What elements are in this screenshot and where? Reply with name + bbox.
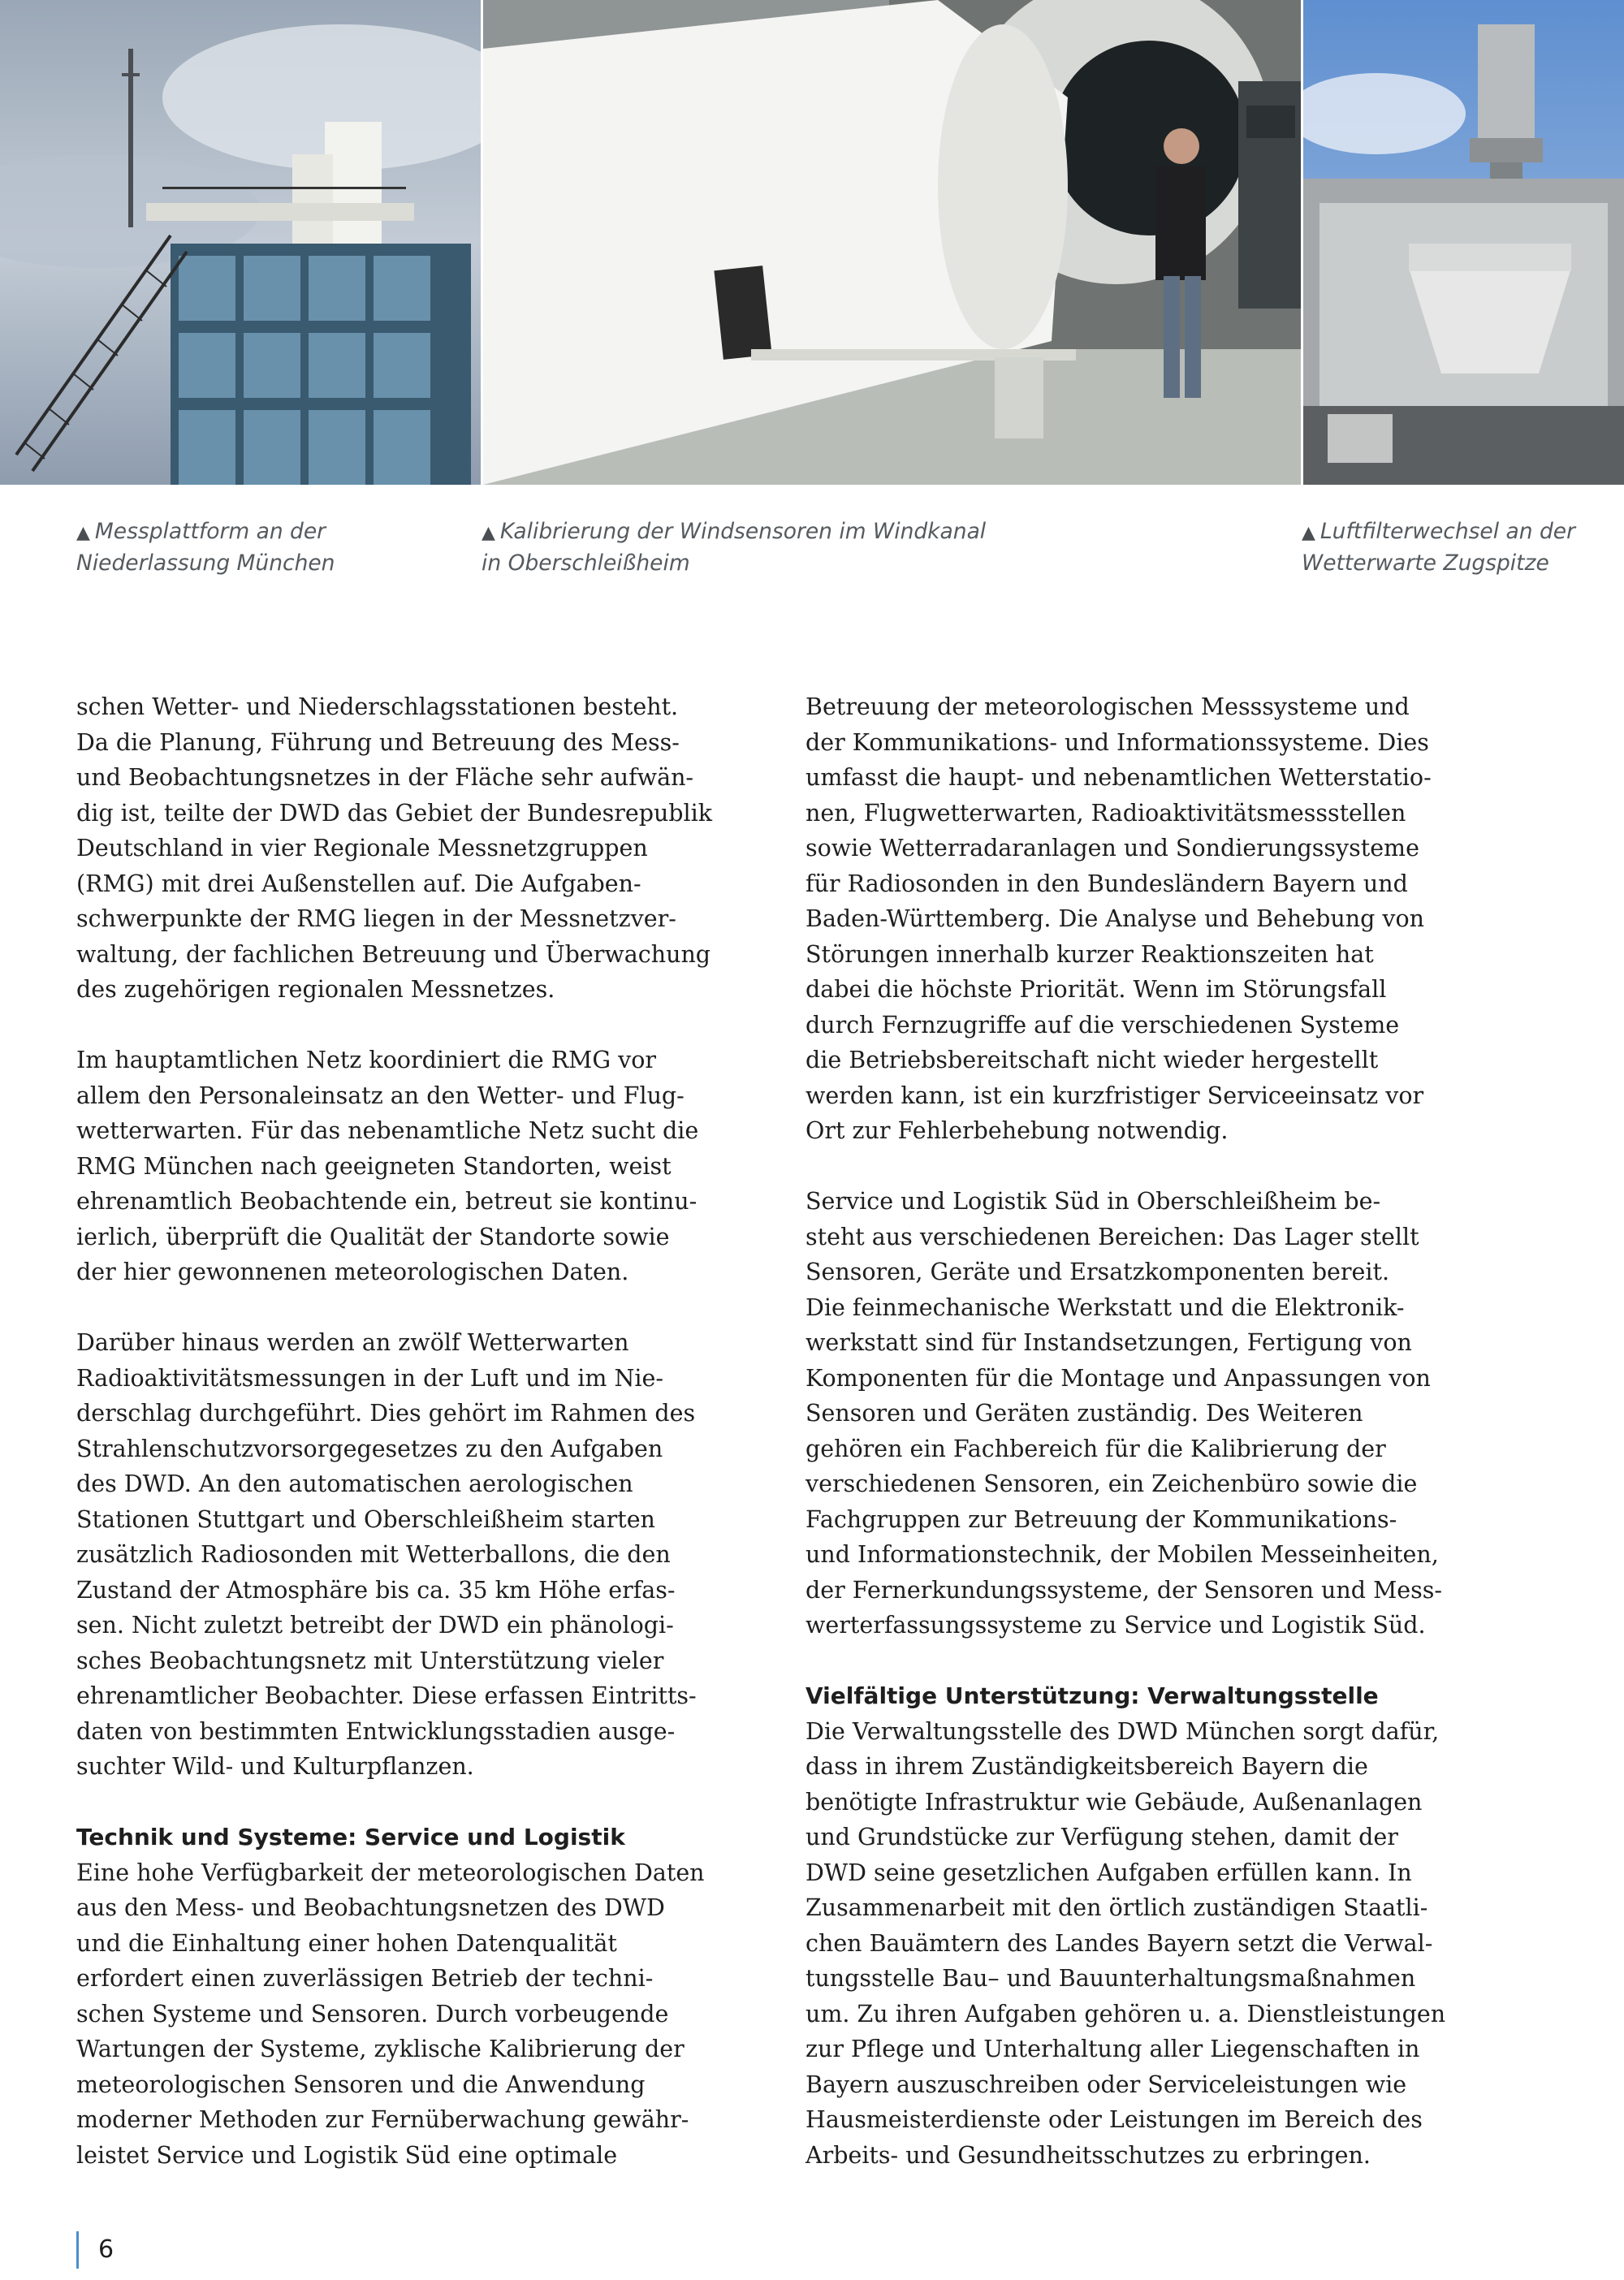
section-heading: Vielfältige Unterstützung: Verwaltungsstelle xyxy=(806,1682,1379,1709)
caption-line: Niederlassung München xyxy=(76,551,335,576)
text-line: daten von bestimmten Entwicklungsstadien ausge- xyxy=(76,1717,676,1745)
text-line: und die Einhaltung einer hohen Datenqualität xyxy=(76,1929,617,1957)
text-line: benötigte Infrastruktur wie Gebäude, Außenanlagen xyxy=(806,1788,1423,1816)
text-line: steht aus verschiedenen Bereichen: Das Lager stellt xyxy=(806,1223,1419,1250)
text-line: allem den Personaleinsatz an den Wetter- und Flug- xyxy=(76,1082,685,1109)
text-line: zusätzlich Radiosonden mit Wetterballons, die den xyxy=(76,1541,671,1568)
paragraph xyxy=(806,1184,1520,1643)
text-line: werkstatt sind für Instandsetzungen, Fertigung von xyxy=(806,1329,1412,1356)
text-line: für Radiosonden in den Bundesländern Bayern und xyxy=(806,870,1408,897)
text-line: die Betriebsbereitschaft nicht wieder hergestellt xyxy=(806,1047,1379,1073)
text-line: schwerpunkte der RMG liegen in der Messnetzver- xyxy=(76,905,676,932)
triangle-marker-icon: ▲ xyxy=(482,523,495,543)
text-line: der hier gewonnenen meteorologischen Daten. xyxy=(76,1259,629,1285)
text-line: Zusammenarbeit mit den örtlich zuständigen Staatli- xyxy=(806,1894,1428,1921)
text-line: chen Bauämtern des Landes Bayern setzt die Verwal- xyxy=(806,1929,1433,1957)
observation-tower-photo xyxy=(0,0,481,485)
text-line: Betreuung der meteorologischen Messsysteme und xyxy=(806,693,1410,720)
caption-line: Luftfilterwechsel an der xyxy=(1320,519,1575,544)
text-line: Strahlenschutzvorsorgegesetzes zu den Aufgaben xyxy=(76,1435,663,1462)
text-line: des zugehörigen regionalen Messnetzes. xyxy=(76,976,555,1003)
text-line: erfordert einen zuverlässigen Betrieb der techni- xyxy=(76,1965,654,1992)
photo-strip xyxy=(0,0,1624,485)
text-line: Fachgruppen zur Betreuung der Kommunikations- xyxy=(806,1505,1397,1533)
text-line: durch Fernzugriffe auf die verschiedenen Systeme xyxy=(806,1011,1400,1039)
text-line: Bayern auszuschreiben oder Serviceleistungen wie xyxy=(806,2071,1407,2098)
paragraph xyxy=(76,1855,791,2174)
text-line: meteorologischen Sensoren und die Anwendung xyxy=(76,2071,646,2098)
text-line: RMG München nach geeigneten Standorten, weist xyxy=(76,1152,672,1180)
text-line: Zustand der Atmosphäre bis ca. 35 km Höhe erfas- xyxy=(76,1576,676,1604)
air-filter-station-photo xyxy=(1303,0,1624,485)
right-text-column xyxy=(806,689,1520,2209)
text-line: dig ist, teilte der DWD das Gebiet der Bundesrepublik xyxy=(76,799,713,827)
triangle-marker-icon: ▲ xyxy=(1302,523,1315,543)
text-line: und Informationstechnik, der Mobilen Messeinheiten, xyxy=(806,1541,1439,1568)
paragraph xyxy=(76,1325,791,1785)
text-line: Eine hohe Verfügbarkeit der meteorologischen Daten xyxy=(76,1859,705,1886)
caption-tower xyxy=(76,516,335,578)
text-line: gehören ein Fachbereich für die Kalibrierung der xyxy=(806,1435,1386,1462)
text-line: Die Verwaltungsstelle des DWD München sorgt dafür, xyxy=(806,1717,1440,1745)
caption-line: Kalibrierung der Windsensoren im Windkanal xyxy=(499,519,987,544)
text-line: werterfassungssysteme zu Service und Logistik Süd. xyxy=(806,1612,1426,1639)
text-line: Deutschland in vier Regionale Messnetzgruppen xyxy=(76,835,648,861)
text-line: der Fernerkundungssysteme, der Sensoren und Mess- xyxy=(806,1576,1443,1604)
paragraph xyxy=(76,1043,791,1290)
text-line: Die feinmechanische Werkstatt und die Elektronik- xyxy=(806,1293,1405,1321)
paragraph xyxy=(806,689,1520,1149)
text-line: sches Beobachtungsnetz mit Unterstützung vieler xyxy=(76,1647,664,1674)
text-line: ehrenamtlich Beobachtende ein, betreut sie kontinu- xyxy=(76,1188,698,1215)
wind-tunnel-photo xyxy=(483,0,1301,485)
text-line: nen, Flugwetterwarten, Radioaktivitätsmessstellen xyxy=(806,799,1406,827)
text-line: Arbeits- und Gesundheitsschutzes zu erbringen. xyxy=(806,2141,1371,2169)
text-line: Service und Logistik Süd in Oberschleißheim be- xyxy=(806,1188,1381,1215)
section-heading: Technik und Systeme: Service und Logistik xyxy=(76,1824,625,1850)
text-line: Im hauptamtlichen Netz koordiniert die RMG vor xyxy=(76,1047,657,1073)
text-line: leistet Service und Logistik Süd eine optimale xyxy=(76,2141,618,2169)
text-line: Ort zur Fehlerbehebung notwendig. xyxy=(806,1117,1229,1144)
text-line: umfasst die haupt- und nebenamtlichen Wetterstatio- xyxy=(806,764,1432,791)
text-line: tungsstelle Bau– und Bauunterhaltungsmaßnahmen xyxy=(806,1965,1416,1992)
text-line: Sensoren, Geräte und Ersatzkomponenten bereit. xyxy=(806,1259,1390,1285)
text-line: Stationen Stuttgart und Oberschleißheim starten xyxy=(76,1505,655,1533)
caption-air-filter xyxy=(1302,516,1575,578)
text-line: Sensoren und Geräten zuständig. Des Weiteren xyxy=(806,1400,1363,1427)
text-line: ehrenamtlicher Beobachter. Diese erfassen Eintritts- xyxy=(76,1682,697,1709)
text-line: Da die Planung, Führung und Betreuung des Mess- xyxy=(76,728,680,756)
text-line: Wartungen der Systeme, zyklische Kalibrierung der xyxy=(76,2036,685,2062)
text-line: und Grundstücke zur Verfügung stehen, damit der xyxy=(806,1824,1398,1850)
caption-line: Wetterwarte Zugspitze xyxy=(1302,551,1549,576)
text-line: der Kommunikations- und Informationssysteme. Dies xyxy=(806,728,1429,756)
text-line: suchter Wild- und Kulturpflanzen. xyxy=(76,1753,474,1780)
text-line: zur Pflege und Unterhaltung aller Liegenschaften in xyxy=(806,2036,1420,2062)
text-line: Radioaktivitätsmessungen in der Luft und im Nie- xyxy=(76,1364,663,1392)
text-line: um. Zu ihren Aufgaben gehören u. a. Dienstleistungen xyxy=(806,2000,1446,2027)
triangle-marker-icon: ▲ xyxy=(76,523,90,543)
text-line: derschlag durchgeführt. Dies gehört im Rahmen des xyxy=(76,1400,696,1427)
caption-line: Messplattform an der xyxy=(94,519,326,544)
text-line: (RMG) mit drei Außenstellen auf. Die Aufgaben- xyxy=(76,870,641,897)
text-line: des DWD. An den automatischen aerologischen xyxy=(76,1470,633,1497)
paragraph xyxy=(76,689,791,1008)
text-line: aus den Mess- und Beobachtungsnetzen des DWD xyxy=(76,1894,665,1921)
text-line: sen. Nicht zuletzt betreibt der DWD ein phänologi- xyxy=(76,1612,674,1639)
text-line: Hausmeisterdienste oder Leistungen im Bereich des xyxy=(806,2106,1423,2133)
text-line: dass in ihrem Zuständigkeitsbereich Bayern die xyxy=(806,1753,1368,1780)
text-line: schen Systeme und Sensoren. Durch vorbeugende xyxy=(76,2000,669,2027)
text-line: moderner Methoden zur Fernüberwachung gewähr- xyxy=(76,2106,689,2133)
text-line: ierlich, überprüft die Qualität der Standorte sowie xyxy=(76,1223,670,1250)
text-line: dabei die höchste Priorität. Wenn im Störungsfall xyxy=(806,976,1387,1003)
text-line: und Beobachtungsnetzes in der Fläche sehr aufwän- xyxy=(76,764,694,791)
text-line: verschiedenen Sensoren, ein Zeichenbüro sowie die xyxy=(806,1470,1418,1497)
text-line: werden kann, ist ein kurzfristiger Serviceeinsatz vor xyxy=(806,1082,1424,1109)
text-line: schen Wetter- und Niederschlagsstationen besteht. xyxy=(76,693,679,720)
caption-line: in Oberschleißheim xyxy=(482,551,690,576)
text-line: Komponenten für die Montage und Anpassungen von xyxy=(806,1364,1431,1392)
text-line: waltung, der fachlichen Betreuung und Überwachung xyxy=(76,940,711,968)
left-text-column xyxy=(76,689,791,2209)
text-line: sowie Wetterradaranlagen und Sondierungssysteme xyxy=(806,835,1419,861)
text-line: wetterwarten. Für das nebenamtliche Netz sucht die xyxy=(76,1117,699,1144)
text-line: Störungen innerhalb kurzer Reaktionszeiten hat xyxy=(806,940,1374,968)
text-line: Baden-Württemberg. Die Analyse und Behebung von xyxy=(806,905,1424,932)
paragraph xyxy=(806,1714,1520,2174)
page-number: 6 xyxy=(76,2231,114,2269)
text-line: Darüber hinaus werden an zwölf Wetterwarten xyxy=(76,1329,629,1356)
text-line: DWD seine gesetzlichen Aufgaben erfüllen kann. In xyxy=(806,1859,1412,1886)
caption-wind-tunnel xyxy=(482,516,986,578)
